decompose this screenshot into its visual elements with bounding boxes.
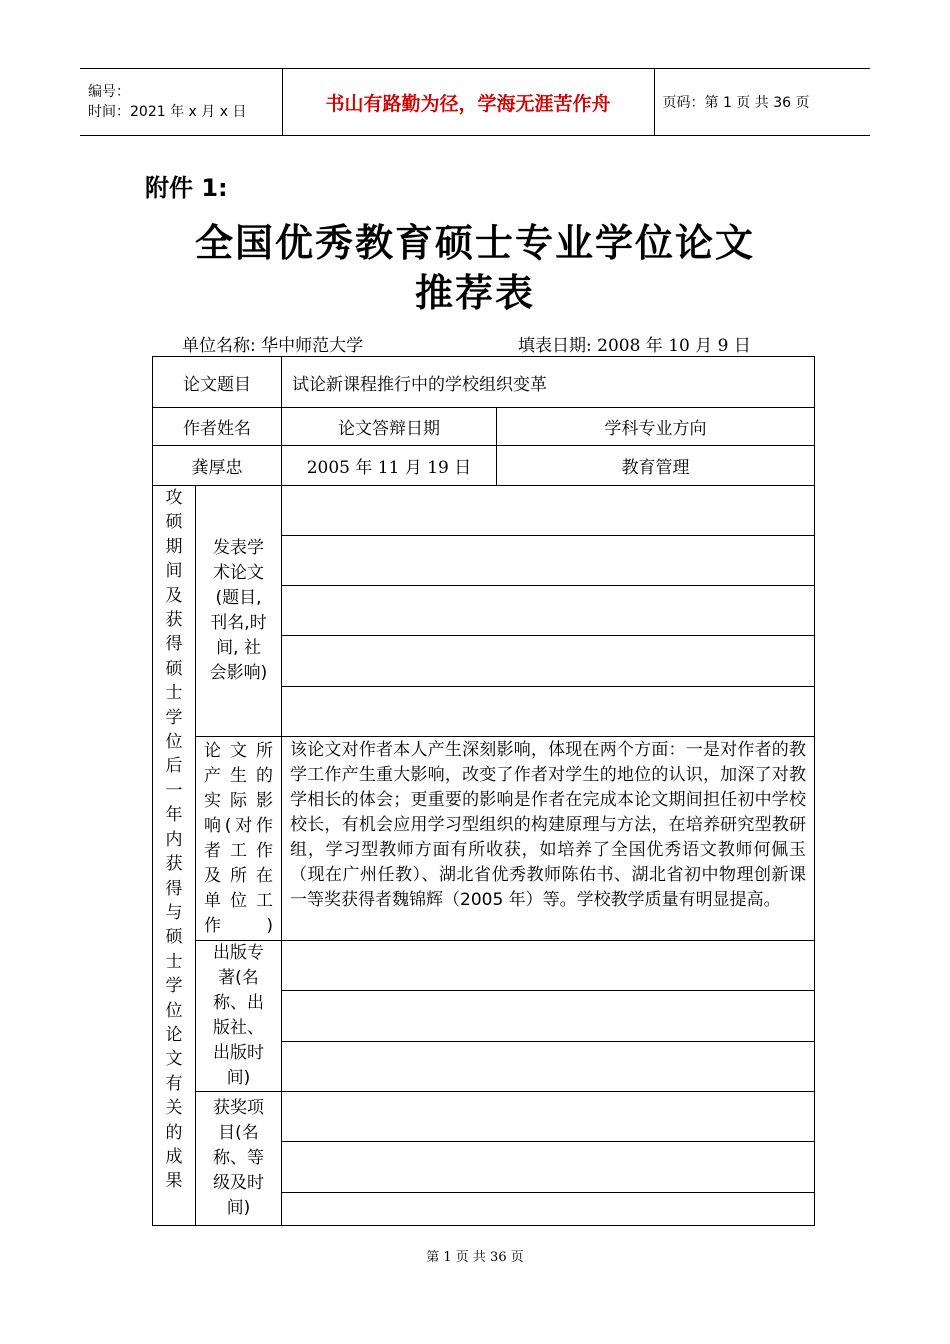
- side-label-char-line: 关: [165, 1098, 183, 1119]
- books-label-line: 出版专: [213, 943, 264, 963]
- side-label-char-line: 获: [165, 610, 183, 631]
- side-label-char-line: 及: [165, 585, 183, 606]
- page-info: 页码：第 1 页 共 36 页: [662, 95, 810, 111]
- side-label-char-line: 内: [165, 829, 183, 850]
- page-header: [80, 68, 870, 136]
- books-label-line: 称、出: [213, 993, 264, 1013]
- document-subtitle: 推荐表: [414, 271, 535, 315]
- papers-label-line: 发表学: [213, 538, 264, 558]
- discipline: 教育管理: [497, 446, 815, 486]
- books-label-line: 间): [226, 1068, 251, 1088]
- awards-label-line: 称、等: [213, 1148, 264, 1168]
- defense-date-label: 论文答辩日期: [282, 408, 497, 446]
- attachment-label: 附件 1:: [145, 174, 228, 202]
- defense-date: 2005 年 11 月 19 日: [282, 446, 497, 486]
- books-entry-3: [282, 1042, 815, 1092]
- awards-label-line: 获奖项: [213, 1098, 264, 1118]
- achievements-side-label: [153, 486, 196, 1226]
- side-label-char-line: 果: [165, 1171, 183, 1192]
- impact-label: [196, 737, 282, 941]
- impact-label-line: 产 生 的: [204, 766, 273, 786]
- discipline-label: 学科专业方向: [497, 408, 815, 446]
- papers-entry-2: [282, 536, 815, 586]
- side-label-char-line: 的: [165, 1122, 183, 1143]
- papers-label-line: 术论文: [213, 563, 264, 583]
- awards-label: [196, 1092, 282, 1226]
- books-label: [196, 941, 282, 1092]
- papers-entry-4: [282, 636, 815, 687]
- side-label-char-line: 得: [165, 878, 183, 899]
- books-label-line: 出版时: [213, 1043, 264, 1063]
- unit-name: 单位名称: 华中师范大学: [182, 336, 364, 356]
- side-label-char-line: 后: [165, 756, 183, 777]
- awards-label-line: 间): [226, 1198, 251, 1218]
- impact-label-line: 作): [204, 916, 273, 936]
- books-entry-2: [282, 991, 815, 1042]
- books-entry-1: [282, 941, 815, 991]
- impact-label-line: 及 所 在: [204, 866, 273, 886]
- thesis-title-label: 论文题目: [153, 357, 282, 408]
- impact-label-line: 实 际 影: [204, 791, 273, 811]
- awards-label-line: 目(名: [218, 1123, 259, 1143]
- papers-label-line: 间, 社: [216, 638, 261, 658]
- side-label-char-line: 得: [165, 634, 183, 655]
- awards-label-line: 级及时: [213, 1173, 264, 1193]
- side-label-char-line: 硕: [165, 512, 183, 533]
- number-label: 编号：: [88, 84, 130, 100]
- side-label-char-line: 有: [165, 1073, 183, 1094]
- document-title: 全国优秀教育硕士专业学位论文: [194, 221, 755, 265]
- recommendation-form: [152, 356, 815, 1226]
- books-label-line: 版社、: [213, 1018, 264, 1038]
- papers-label-line: 刊名,时: [210, 613, 267, 633]
- papers-label-line: 会影响): [209, 663, 268, 683]
- books-label-line: 著(名: [218, 968, 259, 988]
- side-label-char-line: 硕: [165, 658, 183, 679]
- awards-entry-1: [282, 1092, 815, 1142]
- author-label: 作者姓名: [153, 408, 282, 446]
- side-label-char-line: 获: [165, 854, 183, 875]
- side-label-char-line: 年: [165, 805, 183, 826]
- side-label-char-line: 位: [165, 732, 183, 753]
- side-label-char-line: 文: [165, 1049, 183, 1070]
- author-name: 龚厚忠: [153, 446, 282, 486]
- side-label-char-line: 论: [165, 1024, 183, 1045]
- papers-entry-1: [282, 486, 815, 536]
- motto: 书山有路勤为径，学海无涯苦作舟: [325, 92, 611, 115]
- thesis-title: 试论新课程推行中的学校组织变革: [282, 357, 815, 408]
- papers-entry-3: [282, 586, 815, 636]
- impact-label-line: 论 文 所: [204, 741, 273, 761]
- side-label-char-line: 成: [165, 1146, 183, 1167]
- side-label-char-line: 学: [165, 707, 183, 728]
- time-label: 时间：2021 年 x 月 x 日: [88, 104, 247, 120]
- impact-label-line: 者 工 作: [204, 841, 273, 861]
- page-footer: 第 1 页 共 36 页: [426, 1250, 524, 1265]
- side-label-char-line: 与: [165, 902, 183, 923]
- side-label-char-line: 士: [165, 683, 183, 704]
- side-label-char-line: 期: [165, 536, 183, 557]
- side-label-char-line: 位: [165, 1000, 183, 1021]
- side-label-char-line: 间: [165, 561, 183, 582]
- impact-text: 该论文对作者本人产生深刻影响，体现在两个方面：一是对作者的教学工作产生重大影响，改变了作者对学生的地位的认识，加深了对教学相长的体会；更重要的影响是作者在完成本论文期间担任初中学校校长，有机会应用学习型组织的构建原理与方法，在培养研究型教研组，学习型教师方面有所收获，如培养了全国优秀语文教师何佩玉（现在广州任教）、湖北省优秀教师陈佑书、湖北省初中物理创新课一等奖获得者魏锦辉（2005 年）等。学校教学质量有明显提高。: [282, 737, 815, 941]
- side-label-char-line: 硕: [165, 927, 183, 948]
- side-label-char-line: 士: [165, 951, 183, 972]
- papers-label: [196, 486, 282, 737]
- papers-label-line: (题目,: [215, 588, 262, 608]
- side-label-char-line: 攻: [165, 488, 183, 508]
- header-left: [80, 69, 282, 136]
- impact-label-line: 响(对作: [204, 816, 273, 836]
- side-label-char-line: 学: [165, 976, 183, 997]
- awards-entry-2: [282, 1142, 815, 1193]
- impact-label-line: 单 位 工: [204, 891, 273, 911]
- awards-entry-3: [282, 1193, 815, 1226]
- papers-entry-5: [282, 687, 815, 737]
- side-label-char-line: 一: [165, 780, 183, 801]
- fill-date: 填表日期: 2008 年 10 月 9 日: [518, 336, 751, 356]
